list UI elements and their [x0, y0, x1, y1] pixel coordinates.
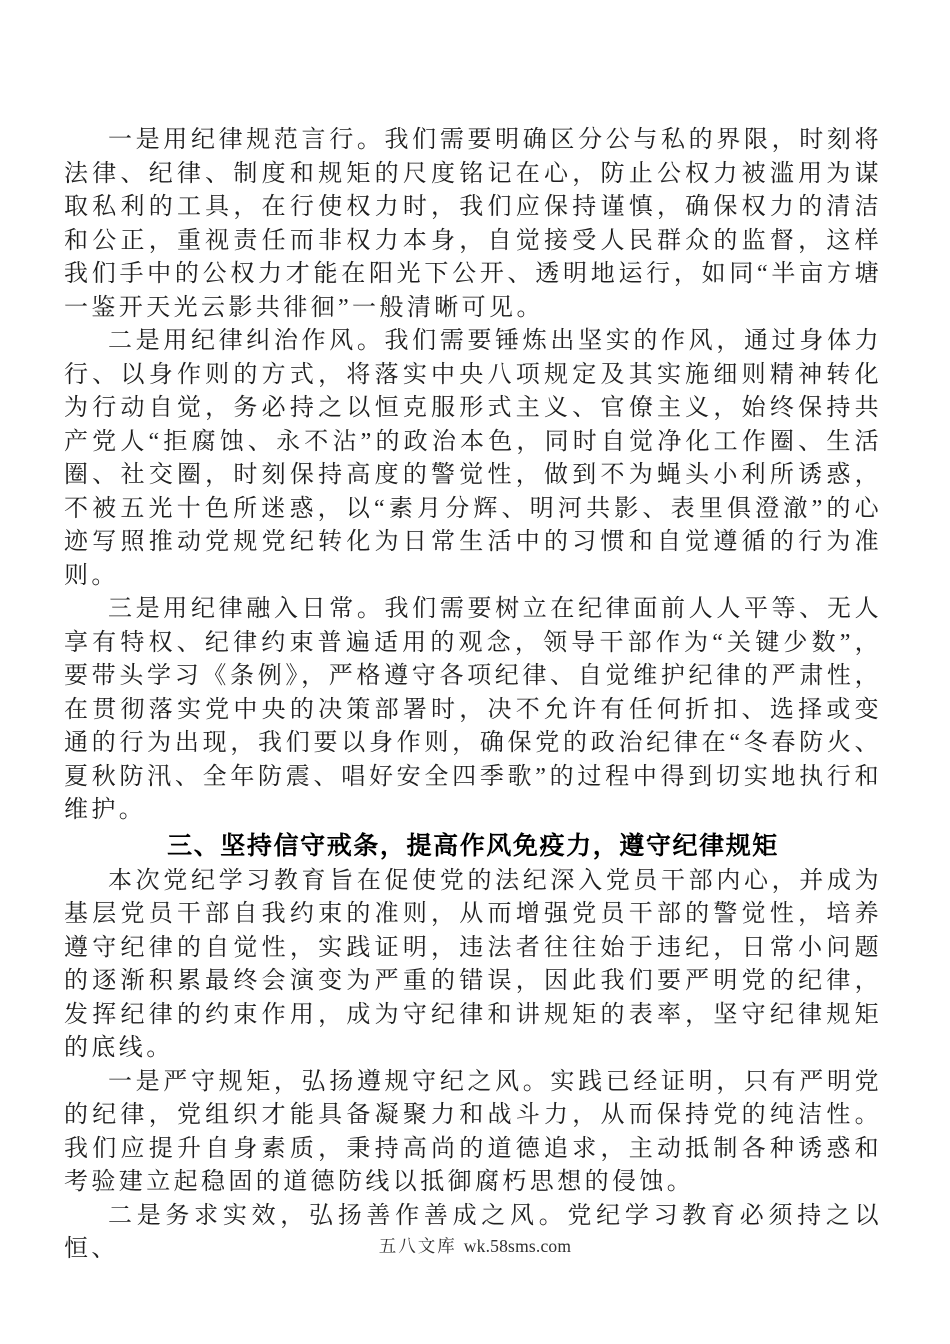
footer-site-name: 五八文库	[378, 1236, 457, 1256]
paragraph-strict-rules: 一是严守规矩，弘扬遵规守纪之风。实践已经证明，只有严明党的纪律，党组织才能具备凝聚力和战斗力，从而保持党的纯洁性。我们应提升自身素质，秉持高尚的道德追求，主动抵制各种诱惑和考验建立起稳固的道德防线以抵御腐朽思想的侵蚀。	[64, 1068, 882, 1195]
paragraph-education-purpose: 本次党纪学习教育旨在促使党的法纪深入党员干部内心，并成为基层党员干部自我约束的准则，从而增强党员干部的警觉性，培养遵守纪律的自觉性，实践证明，违法者往往始于违纪，日常小问题的逐渐积累最终会演变为严重的错误，因此我们要严明党的纪律，发挥纪律的约束作用，成为守纪律和讲规矩的表率，坚守纪律规矩的底线。	[64, 867, 882, 1061]
paragraph-discipline-speech: 一是用纪律规范言行。我们需要明确区分公与私的界限，时刻将法律、纪律、制度和规矩的尺度铭记在心，防止公权力被滥用为谋取私利的工具，在行使权力时，我们应保持谨慎，确保权力的清洁和公正，重视责任而非权力本身，自觉接受人民群众的监督，这样我们手中的公权力才能在阳光下公开、透明地运行，如同“半亩方塘一鉴开天光云影共徘徊”一般清晰可见。	[64, 127, 882, 321]
paragraph-practical-results: 二是务求实效，弘扬善作善成之风。党纪学习教育必须持之以恒、	[64, 1202, 882, 1262]
footer-site-url: wk.58sms.com	[463, 1236, 572, 1256]
paragraph-discipline-workstyle: 二是用纪律纠治作风。我们需要锤炼出坚实的作风，通过身体力行、以身作则的方式，将落实中央八项规定及其实施细则精神转化为行动自觉，务必持之以恒克服形式主义、官僚主义，始终保持共产党人“拒腐蚀、永不沾”的政治本色，同时自觉净化工作圈、生活圈、社交圈，时刻保持高度的警觉性，做到不为蝇头小利所诱惑，不被五光十色所迷惑，以“素月分辉、明河共影、表里俱澄澈”的心迹写照推动党规党纪转化为日常生活中的习惯和自觉遵循的行为准则。	[64, 328, 882, 589]
footer-watermark	[0, 1235, 950, 1257]
document-body	[64, 124, 882, 1267]
paragraph-discipline-daily: 三是用纪律融入日常。我们需要树立在纪律面前人人平等、无人享有特权、纪律约束普遍适用的观念，领导干部作为“关键少数”，要带头学习《条例》，严格遵守各项纪律、自觉维护纪律的严肃性，在贯彻落实党中央的决策部署时，决不允许有任何折扣、选择或变通的行为出现，我们要以身作则，确保党的政治纪律在“冬春防火、夏秋防汛、全年防震、唱好安全四季歌”的过程中得到切实地执行和维护。	[64, 596, 882, 823]
section-heading: 三、坚持信守戒条，提高作风免疫力，遵守纪律规矩	[167, 831, 779, 860]
